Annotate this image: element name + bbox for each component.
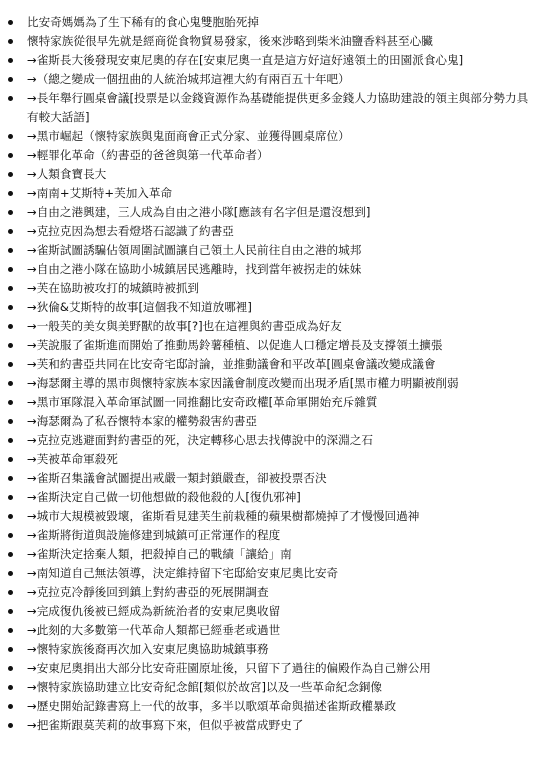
list-item: →輕罪化革命（約書亞的爸爸與第一代革命者） — [0, 146, 545, 165]
list-item: →克拉克因為想去看燈塔石認識了約書亞 — [0, 222, 545, 241]
list-item: →雀斯召集議會試圖提出戒嚴一類封鎖嚴查，卻被投票否決 — [0, 469, 545, 488]
list-item: →狄倫&艾斯特的故事[這個我不知道放哪裡] — [0, 298, 545, 317]
list-item: →克拉克冷靜後回到鎮上對約書亞的死展開調查 — [0, 583, 545, 602]
list-item: →雀斯將街道與設施修建到城鎮可正常運作的程度 — [0, 526, 545, 545]
list-item: →自由之港興建，三人成為自由之港小隊[應該有名字但是還沒想到] — [0, 203, 545, 222]
list-item: →黑市軍隊混入革命軍試圖一同推翻比安奇政權[革命軍開始充斥雜質 — [0, 393, 545, 412]
list-item: →安東尼奧捐出大部分比安奇莊園原址後，只留下了過往的偏殿作為自己辦公用 — [0, 659, 545, 678]
list-item: →雀斯長大後發現安東尼奧的存在[安東尼奧一直是這方好這好遠領土的田園派食心鬼] — [0, 51, 545, 70]
list-item: →芙說服了雀斯進而開始了推動馬鈴薯種植、以促進人口穩定增長及支撐領土擴張 — [0, 336, 545, 355]
list-item: →海瑟爾主導的黑市與懷特家族本家因議會制度改變而出現矛盾[黑市權力明顯被削弱 — [0, 374, 545, 393]
list-item: →克拉克逃避面對約書亞的死，決定轉移心思去找傳說中的深淵之石 — [0, 431, 545, 450]
bullet-list — [0, 13, 545, 735]
list-item: 比安奇媽媽為了生下稀有的食心鬼雙胞胎死掉 — [0, 13, 545, 32]
list-item: →把雀斯跟莫芙莉的故事寫下來，但似乎被當成野史了 — [0, 716, 545, 735]
list-item: →海瑟爾為了私吞懷特本家的權勢殺害約書亞 — [0, 412, 545, 431]
list-item: →自由之港小隊在協助小城鎮居民逃離時，找到當年被拐走的妹妹 — [0, 260, 545, 279]
list-item: →黑市崛起（懷特家族與鬼面商會正式分家、並獲得圓桌席位） — [0, 127, 545, 146]
list-item: 懷特家族從很早先就是經商從食物貿易發家，後來涉略到柴米油鹽香料甚至心臟 — [0, 32, 545, 51]
list-item: →芙被革命軍殺死 — [0, 450, 545, 469]
list-item: →南南+艾斯特+芙加入革命 — [0, 184, 545, 203]
list-item: →歷史開始記錄書寫上一代的故事，多半以歌頌革命與描述雀斯政權暴政 — [0, 697, 545, 716]
list-item: →懷特家族後裔再次加入安東尼奧協助城鎮事務 — [0, 640, 545, 659]
list-item: →雀斯決定捨棄人類，把殺掉自己的戰績「讓給」南 — [0, 545, 545, 564]
list-item: →南知道自己無法領導，決定維持留下宅邸給安東尼奧比安奇 — [0, 564, 545, 583]
list-item: →芙在協助被攻打的城鎮時被抓到 — [0, 279, 545, 298]
list-item: →懷特家族協助建立比安奇紀念館[類似於故宮]以及一些革命紀念銅像 — [0, 678, 545, 697]
list-item: →完成復仇後被已經成為新統治者的安東尼奧收留 — [0, 602, 545, 621]
list-item: →城市大規模被毀壞，雀斯看見建芙生前栽種的蘋果樹都燒掉了才慢慢回過神 — [0, 507, 545, 526]
list-item: →此刻的大多數第一代革命人類都已經垂老或過世 — [0, 621, 545, 640]
list-item: →人類食寶長大 — [0, 165, 545, 184]
list-item: →長年舉行圓桌會議[投票是以金錢資源作為基礎能提供更多金錢人力協助建設的領主與部分勢力具有較大話語] — [0, 89, 545, 127]
list-item: →雀斯試圖誘騙佔領周圍試圖讓自己領土人民前往自由之港的城邦 — [0, 241, 545, 260]
list-item: →芙和約書亞共同在比安奇宅邸討論，並推動議會和平改革[圓桌會議改變成議會 — [0, 355, 545, 374]
list-item: →雀斯決定自己做一切他想做的殺他殺的人[復仇邪神] — [0, 488, 545, 507]
list-item: →（總之變成一個扭曲的人統治城邦這裡大約有兩百五十年吧） — [0, 70, 545, 89]
list-item: →一般芙的美女與美野獸的故事[?]也在這裡與約書亞成為好友 — [0, 317, 545, 336]
